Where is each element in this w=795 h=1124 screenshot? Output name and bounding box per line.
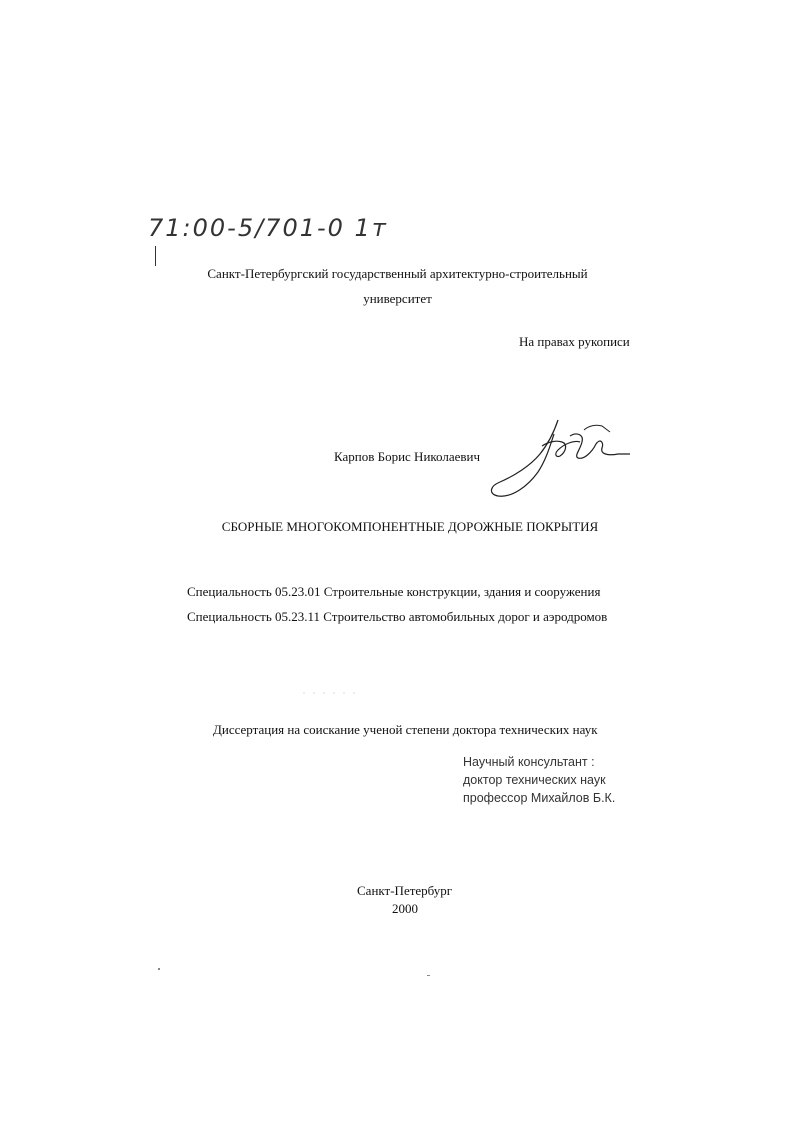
scan-noise <box>300 690 370 696</box>
specialty-2: Специальность 05.23.11 Строительство автомобильных дорог и аэродромов <box>187 609 608 624</box>
place-of-publication: Санкт-Петербург <box>357 883 453 898</box>
handwritten-code-text: 71:00-5/701-0 1т <box>148 214 388 242</box>
consultant-name: профессор Михайлов Б.К. <box>463 791 616 805</box>
handwritten-archive-code <box>148 210 448 244</box>
dissertation-degree-line: Диссертация на соискание ученой степени доктора технических наук <box>213 722 598 737</box>
institution-line-2: университет <box>363 291 432 306</box>
scan-speck <box>427 975 430 976</box>
signature <box>484 412 634 500</box>
author-name: Карпов Борис Николаевич <box>334 449 481 464</box>
margin-mark <box>155 246 156 266</box>
manuscript-rights: На правах рукописи <box>519 334 630 349</box>
consultant-heading: Научный консультант : <box>463 755 595 769</box>
institution-line-1: Санкт-Петербургский государственный архитектурно-строительный <box>207 266 588 281</box>
publication-year: 2000 <box>392 901 418 916</box>
specialty-1: Специальность 05.23.01 Строительные конструкции, здания и сооружения <box>187 584 601 599</box>
consultant-degree: доктор технических наук <box>463 773 606 787</box>
dissertation-title: СБОРНЫЕ МНОГОКОМПОНЕНТНЫЕ ДОРОЖНЫЕ ПОКРЫТИЯ <box>221 519 599 534</box>
scan-speck <box>158 968 160 970</box>
